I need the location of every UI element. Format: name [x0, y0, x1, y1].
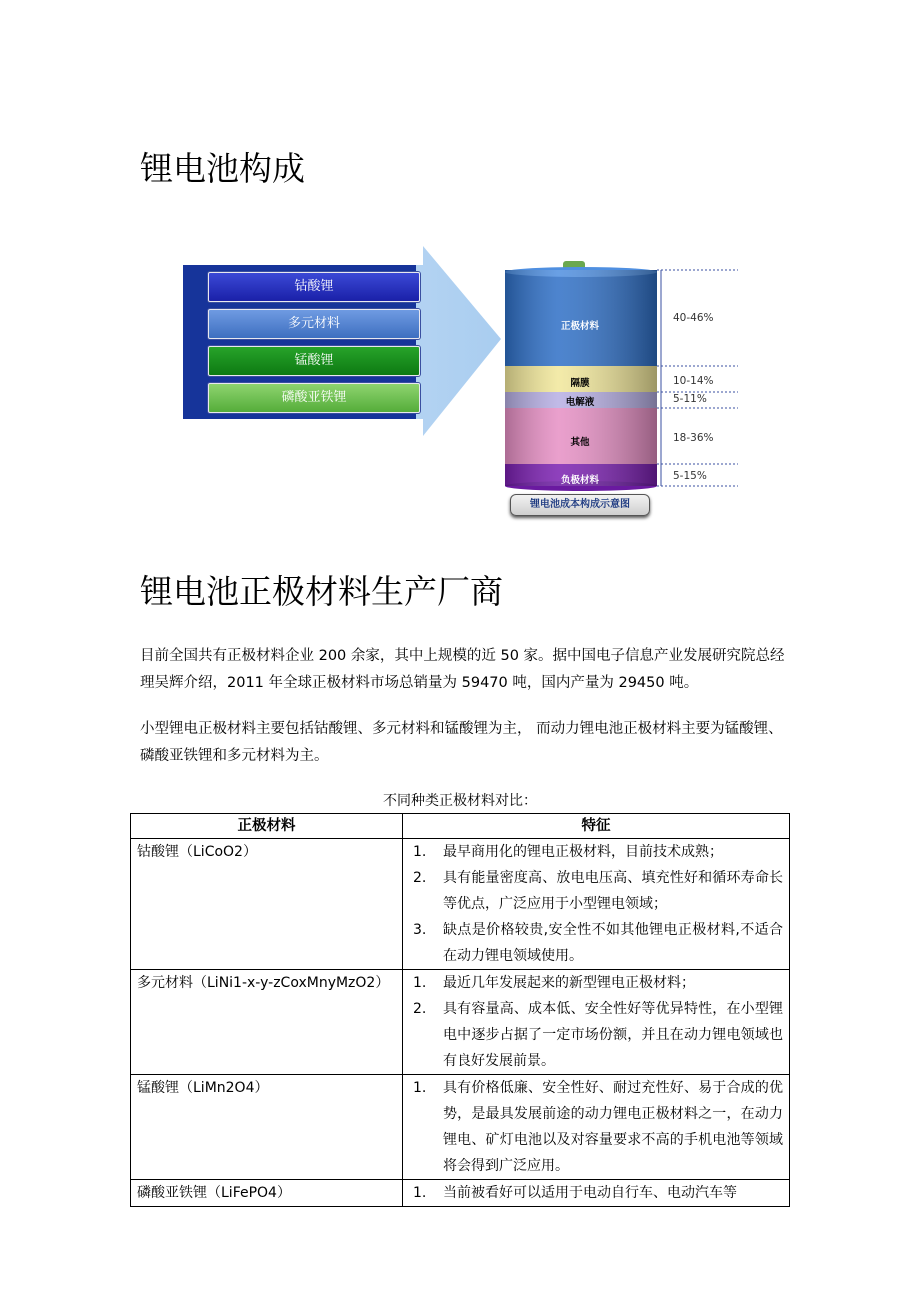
- section-title-manufacturers: 锂电池正极材料生产厂商: [140, 572, 503, 611]
- material-multi: 多元材料: [208, 309, 420, 339]
- material-cell: 钴酸锂（LiCoO2）: [131, 839, 403, 970]
- material-cell: 多元材料（LiNi1-x-y-zCoxMnyMzO2）: [131, 970, 403, 1075]
- percent-other: 18-36%: [673, 432, 714, 444]
- segment-label-other: 其他: [570, 437, 590, 448]
- material-cell: 锰酸锂（LiMn2O4）: [131, 1075, 403, 1180]
- features-cell: [403, 970, 790, 1075]
- material-limn2o4: 锰酸锂: [208, 346, 420, 376]
- segment-label-positive: 正极材料: [560, 321, 599, 332]
- section-title-composition: 锂电池构成: [140, 149, 305, 188]
- features-cell: [403, 1180, 790, 1207]
- feature-item: 3. 缺点是价格较贵,安全性不如其他锂电正极材料,不适合在动力锂电领域使用。: [413, 922, 783, 964]
- header-features: 特征: [403, 814, 790, 839]
- comparison-table: [130, 813, 790, 1207]
- material-cell: 磷酸亚铁锂（LiFePO4）: [131, 1180, 403, 1207]
- percent-positive: 40-46%: [673, 312, 714, 324]
- paragraph-applications: 小型锂电正极材料主要包括钴酸锂、多元材料和锰酸锂为主， 而动力锂电池正极材料主要为锰酸锂、磷酸亚铁锂和多元材料为主。: [140, 721, 783, 764]
- paragraph-market: 目前全国共有正极材料企业 200 余家，其中上规模的近 50 家。据中国电子信息产业发展研究院总经理吴辉介绍，2011 年全球正极材料市场总销量为 59470 吨，国内产量为 29450 吨。: [140, 648, 785, 691]
- features-cell: [403, 1075, 790, 1180]
- material-licoo2: 钴酸锂: [208, 272, 420, 302]
- table-header-row: [131, 814, 790, 839]
- segment-label-separator: 隔膜: [570, 378, 590, 389]
- feature-item: 2. 具有能量密度高、放电电压高、填充性好和循环寿命长等优点，广泛应用于小型锂电领域；: [413, 870, 783, 912]
- features-cell: [403, 839, 790, 970]
- segment-label-electrolyte: 电解液: [565, 397, 595, 408]
- battery-cost-figure: [183, 243, 743, 523]
- segment-label-negative: 负极材料: [560, 475, 599, 486]
- figure-caption: 锂电池成本构成示意图: [510, 494, 650, 516]
- feature-item: 2. 具有容量高、成本低、安全性好等优异特性，在小型锂电中逐步占据了一定市场份额，并且在动力锂电领域也有良好发展前景。: [413, 1001, 783, 1069]
- table-row: [131, 839, 790, 970]
- table-row: [131, 1180, 790, 1207]
- feature-item: 1. 最早商用化的锂电正极材料，目前技术成熟；: [413, 844, 723, 860]
- material-lifepo4: 磷酸亚铁锂: [208, 383, 420, 413]
- header-material: 正极材料: [131, 814, 403, 839]
- table-caption: 不同种类正极材料对比：: [383, 793, 537, 809]
- feature-item: 1. 最近几年发展起来的新型锂电正极材料；: [413, 975, 695, 991]
- percent-electrolyte: 5-11%: [673, 393, 707, 405]
- percent-negative: 5-15%: [673, 470, 707, 482]
- percent-separator: 10-14%: [673, 375, 714, 387]
- feature-item: 1. 具有价格低廉、安全性好、耐过充性好、易于合成的优势，是最具发展前途的动力锂电正极材料之一，在动力锂电、矿灯电池以及对容量要求不高的手机电池等领域将会得到广泛应用。: [413, 1080, 783, 1174]
- feature-item: 1. 当前被看好可以适用于电动自行车、电动汽车等: [413, 1185, 737, 1201]
- table-row: [131, 970, 790, 1075]
- table-row: [131, 1075, 790, 1180]
